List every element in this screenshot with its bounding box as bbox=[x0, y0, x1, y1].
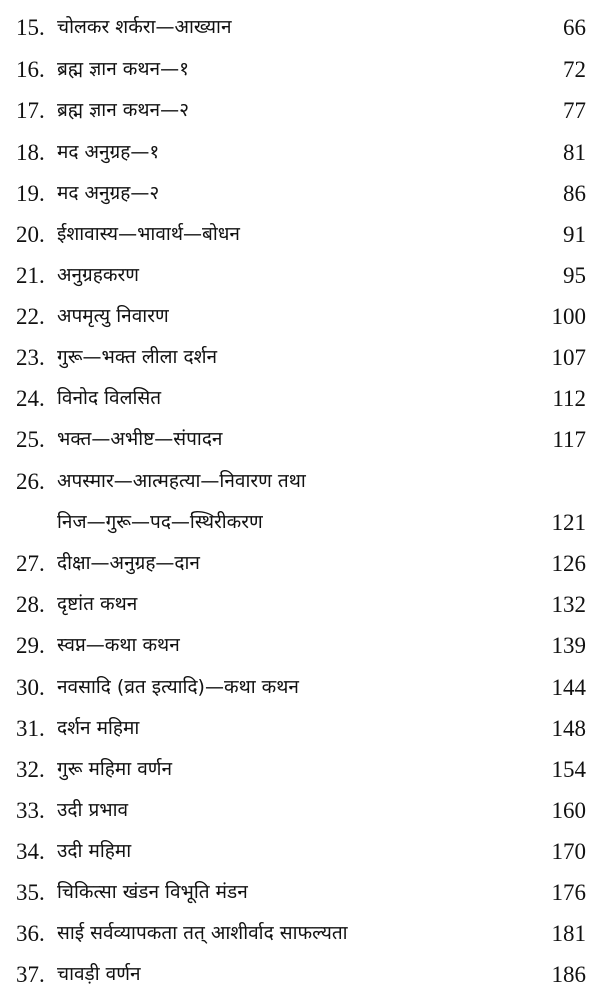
entry-title: गुरू महिमा वर्णन bbox=[57, 758, 173, 780]
entry-page: 112 bbox=[552, 386, 586, 411]
entry-number: 18. bbox=[16, 140, 45, 165]
toc-entry-26-continued bbox=[0, 503, 600, 543]
toc-entry-36 bbox=[0, 914, 600, 954]
entry-number: 22. bbox=[16, 304, 45, 329]
entry-number: 17. bbox=[16, 98, 45, 123]
entry-number: 16. bbox=[16, 57, 45, 82]
toc-entry-21 bbox=[0, 256, 600, 296]
entry-number: 28. bbox=[16, 592, 45, 617]
entry-number: 26. bbox=[16, 469, 45, 494]
toc-entry-28 bbox=[0, 585, 600, 625]
entry-title: निज—गुरू—पद—स्थिरीकरण bbox=[57, 511, 263, 533]
entry-number: 24. bbox=[16, 386, 45, 411]
entry-number: 30. bbox=[16, 675, 45, 700]
entry-number: 25. bbox=[16, 427, 45, 452]
entry-title: भक्त—अभीष्ट—संपादन bbox=[57, 428, 223, 450]
entry-number: 23. bbox=[16, 345, 45, 370]
toc-entry-33 bbox=[0, 791, 600, 831]
entry-title: चिकित्सा खंडन विभूति मंडन bbox=[57, 881, 248, 903]
entry-page: 139 bbox=[551, 633, 586, 658]
entry-page: 95 bbox=[563, 263, 586, 288]
entry-title: गुरू—भक्त लीला दर्शन bbox=[57, 346, 218, 368]
entry-title: ईशावास्य—भावार्थ—बोधन bbox=[57, 223, 240, 245]
toc-entry-18 bbox=[0, 133, 600, 173]
entry-title: ब्रह्म ज्ञान कथन—२ bbox=[57, 99, 189, 121]
entry-page: 91 bbox=[563, 222, 586, 247]
entry-number: 15. bbox=[16, 15, 45, 40]
toc-entry-20 bbox=[0, 215, 600, 255]
toc-entry-31 bbox=[0, 709, 600, 749]
entry-page: 72 bbox=[563, 57, 586, 82]
entry-page: 186 bbox=[551, 962, 586, 987]
entry-title: साई सर्वव्यापकता तत् आशीर्वाद साफल्यता bbox=[57, 922, 348, 944]
entry-number: 37. bbox=[16, 962, 45, 987]
entry-page: 170 bbox=[551, 839, 586, 864]
entry-title: दीक्षा—अनुग्रह—दान bbox=[57, 552, 200, 574]
entry-page: 77 bbox=[563, 98, 586, 123]
toc-entry-26 bbox=[0, 462, 600, 502]
entry-page: 154 bbox=[551, 757, 586, 782]
toc-entry-19 bbox=[0, 174, 600, 214]
entry-page: 121 bbox=[551, 510, 586, 535]
entry-page: 176 bbox=[551, 880, 586, 905]
entry-page: 126 bbox=[551, 551, 586, 576]
entry-title: चावड़ी वर्णन bbox=[57, 963, 141, 985]
entry-number: 20. bbox=[16, 222, 45, 247]
entry-title: दर्शन महिमा bbox=[57, 717, 140, 739]
toc-entry-27 bbox=[0, 544, 600, 584]
toc-entry-16 bbox=[0, 50, 600, 90]
entry-title: चोलकर शर्करा—आख्यान bbox=[57, 16, 232, 38]
entry-number: 19. bbox=[16, 181, 45, 206]
toc-entry-37 bbox=[0, 955, 600, 995]
entry-title: स्वप्न—कथा कथन bbox=[57, 634, 180, 656]
entry-page: 66 bbox=[563, 15, 586, 40]
entry-title: उदी महिमा bbox=[57, 840, 132, 862]
entry-number: 33. bbox=[16, 798, 45, 823]
entry-page: 181 bbox=[551, 921, 586, 946]
entry-title: अपमृत्यु निवारण bbox=[57, 305, 169, 327]
entry-number: 32. bbox=[16, 757, 45, 782]
toc-entry-25 bbox=[0, 420, 600, 460]
entry-number: 35. bbox=[16, 880, 45, 905]
entry-page: 100 bbox=[551, 304, 586, 329]
entry-number: 31. bbox=[16, 716, 45, 741]
toc-entry-15 bbox=[0, 8, 600, 48]
entry-number: 29. bbox=[16, 633, 45, 658]
toc-entry-32 bbox=[0, 750, 600, 790]
entry-page: 148 bbox=[551, 716, 586, 741]
entry-title: ब्रह्म ज्ञान कथन—१ bbox=[57, 58, 189, 80]
toc-entry-24 bbox=[0, 379, 600, 419]
toc-entry-34 bbox=[0, 832, 600, 872]
entry-page: 86 bbox=[563, 181, 586, 206]
entry-title: नवसादि (व्रत इत्यादि)—कथा कथन bbox=[57, 676, 299, 698]
entry-number: 36. bbox=[16, 921, 45, 946]
entry-page: 160 bbox=[551, 798, 586, 823]
toc-entry-22 bbox=[0, 297, 600, 337]
entry-number: 21. bbox=[16, 263, 45, 288]
toc-entry-23 bbox=[0, 338, 600, 378]
toc-entry-35 bbox=[0, 873, 600, 913]
entry-title: अनुग्रहकरण bbox=[57, 264, 139, 286]
entry-title: मद अनुग्रह—२ bbox=[57, 182, 160, 204]
entry-page: 132 bbox=[551, 592, 586, 617]
entry-page: 144 bbox=[551, 675, 586, 700]
entry-number: 27. bbox=[16, 551, 45, 576]
entry-title: अपस्मार—आत्महत्या—निवारण तथा bbox=[57, 470, 306, 492]
toc-entry-30 bbox=[0, 668, 600, 708]
toc-entry-29 bbox=[0, 626, 600, 666]
entry-page: 81 bbox=[563, 140, 586, 165]
entry-title: उदी प्रभाव bbox=[57, 799, 129, 821]
entry-page: 107 bbox=[551, 345, 586, 370]
entry-title: मद अनुग्रह—१ bbox=[57, 141, 160, 163]
toc-entry-17 bbox=[0, 91, 600, 131]
entry-title: विनोद विलसित bbox=[57, 387, 162, 409]
entry-page: 117 bbox=[552, 427, 586, 452]
entry-number: 34. bbox=[16, 839, 45, 864]
entry-title: दृष्टांत कथन bbox=[57, 593, 138, 615]
